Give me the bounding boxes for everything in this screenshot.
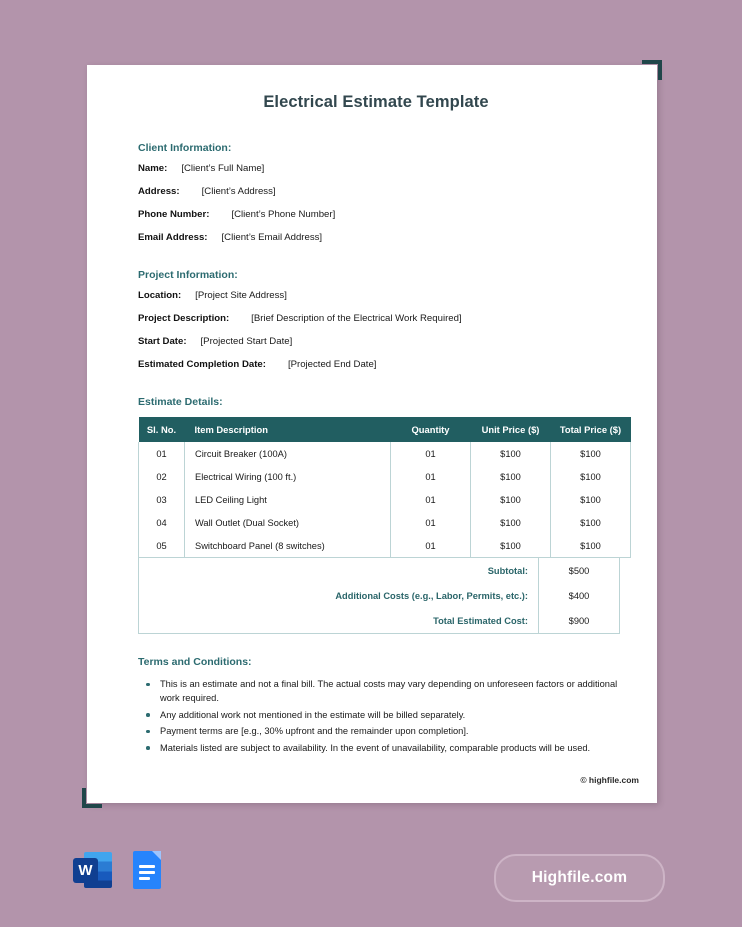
summary-row-total: [139, 608, 620, 634]
bottom-bar: [0, 830, 742, 927]
docs-text-line: [139, 877, 150, 880]
cell-quantity: 01: [391, 442, 471, 465]
cell-total-price: $100: [551, 488, 631, 511]
cell-unit-price: $100: [471, 465, 551, 488]
docs-page-fold: [152, 851, 161, 860]
estimate-details-heading: Estimate Details:: [138, 396, 223, 408]
table-header-row: [139, 417, 631, 442]
cell-quantity: 01: [391, 465, 471, 488]
summary-label-additional-costs: Additional Costs (e.g., Labor, Permits, etc.):: [139, 583, 539, 608]
document-page: [87, 65, 657, 803]
highfile-brand-label: Highfile.com: [531, 869, 628, 886]
list-item: Payment terms are [e.g., 30% upfront and the remainder upon completion].: [138, 724, 620, 738]
table-row: [139, 534, 631, 558]
summary-label-total: Total Estimated Cost:: [139, 608, 539, 634]
summary-value-subtotal: $500: [568, 565, 590, 576]
summary-row-subtotal: [139, 558, 620, 583]
list-item: Materials listed are subject to availability. In the event of unavailability, comparable products will be used.: [138, 741, 620, 755]
cell-description: Switchboard Panel (8 switches): [185, 534, 391, 558]
field-row-phone: [138, 209, 620, 220]
cell-description: Circuit Breaker (100A): [185, 442, 391, 465]
list-item: Any additional work not mentioned in the estimate will be billed separately.: [138, 708, 620, 722]
field-row-name: [138, 163, 620, 174]
docs-page-shape: [133, 851, 161, 889]
field-row-start-date: [138, 336, 620, 347]
word-letter: W: [73, 858, 98, 883]
cell-unit-price: $100: [471, 488, 551, 511]
cell-unit-price: $100: [471, 442, 551, 465]
cell-quantity: 01: [391, 511, 471, 534]
field-label-project-description: Project Description:: [138, 313, 230, 324]
cell-quantity: 01: [391, 488, 471, 511]
field-label-address: Address:: [138, 186, 180, 197]
terms-and-conditions-section: [138, 656, 620, 755]
cell-sl-no: 04: [139, 511, 185, 534]
cell-description: Wall Outlet (Dual Socket): [185, 511, 391, 534]
cell-unit-price: $100: [471, 534, 551, 558]
project-information-heading: Project Information:: [138, 269, 238, 281]
column-header-unit-price: Unit Price ($): [471, 417, 551, 442]
field-row-project-description: [138, 313, 620, 324]
client-information-section: [138, 142, 620, 243]
summary-label-subtotal: Subtotal:: [139, 558, 539, 583]
field-value-completion-date: [Projected End Date]: [287, 359, 377, 370]
field-value-start-date: [Projected Start Date]: [200, 336, 293, 347]
cell-total-price: $100: [551, 534, 631, 558]
field-value-name: [Client’s Full Name]: [181, 163, 265, 174]
field-row-address: [138, 186, 620, 197]
client-information-heading: Client Information:: [138, 142, 232, 154]
document-footer-copyright: © highfile.com: [580, 775, 639, 785]
field-value-address: [Client’s Address]: [201, 186, 276, 197]
summary-row-additional-costs: [139, 583, 620, 608]
field-value-email: [Client’s Email Address]: [221, 232, 323, 243]
table-row: [139, 488, 631, 511]
cell-sl-no: 02: [139, 465, 185, 488]
field-value-location: [Project Site Address]: [195, 290, 287, 301]
field-label-location: Location:: [138, 290, 182, 301]
crop-corner-bottom-left-icon: [82, 788, 102, 808]
field-label-email: Email Address:: [138, 232, 208, 243]
table-row: [139, 465, 631, 488]
field-value-phone: [Client’s Phone Number]: [231, 209, 336, 220]
docs-text-line: [139, 865, 155, 868]
cell-sl-no: 03: [139, 488, 185, 511]
column-header-total-price: Total Price ($): [551, 417, 631, 442]
cell-description: Electrical Wiring (100 ft.): [185, 465, 391, 488]
cell-quantity: 01: [391, 534, 471, 558]
estimate-details-section: [138, 396, 620, 634]
column-header-quantity: Quantity: [391, 417, 471, 442]
page-title: Electrical Estimate Template: [263, 93, 489, 111]
estimate-table: [138, 417, 631, 558]
highfile-brand-badge[interactable]: [494, 854, 665, 902]
crop-corner-top-right-icon: [642, 60, 662, 80]
summary-value-additional-costs: $400: [568, 590, 590, 601]
cell-total-price: $100: [551, 442, 631, 465]
field-label-phone: Phone Number:: [138, 209, 210, 220]
terms-and-conditions-heading: Terms and Conditions:: [138, 656, 252, 668]
cell-sl-no: 01: [139, 442, 185, 465]
field-value-project-description: [Brief Description of the Electrical Work Required]: [251, 313, 462, 324]
cell-total-price: $100: [551, 465, 631, 488]
cell-sl-no: 05: [139, 534, 185, 558]
table-row: [139, 511, 631, 534]
column-header-item-description: Item Description: [185, 417, 391, 442]
list-item: This is an estimate and not a final bill. The actual costs may vary depending on unforeseen factors or additional work required.: [138, 677, 620, 706]
microsoft-word-icon[interactable]: [72, 849, 114, 891]
summary-value-total: $900: [568, 615, 590, 626]
table-row: [139, 442, 631, 465]
cell-total-price: $100: [551, 511, 631, 534]
docs-text-line: [139, 871, 155, 874]
field-label-completion-date: Estimated Completion Date:: [138, 359, 266, 370]
field-row-completion-date: [138, 359, 620, 370]
column-header-sl-no: Sl. No.: [139, 417, 185, 442]
project-information-section: [138, 269, 620, 370]
google-docs-icon[interactable]: [126, 849, 168, 891]
field-label-name: Name:: [138, 163, 168, 174]
estimate-summary-table: [138, 558, 620, 634]
format-icons-group: [72, 849, 168, 891]
cell-description: LED Ceiling Light: [185, 488, 391, 511]
field-label-start-date: Start Date:: [138, 336, 187, 347]
terms-list: [138, 677, 620, 755]
field-row-location: [138, 290, 620, 301]
cell-unit-price: $100: [471, 511, 551, 534]
field-row-email: [138, 232, 620, 243]
